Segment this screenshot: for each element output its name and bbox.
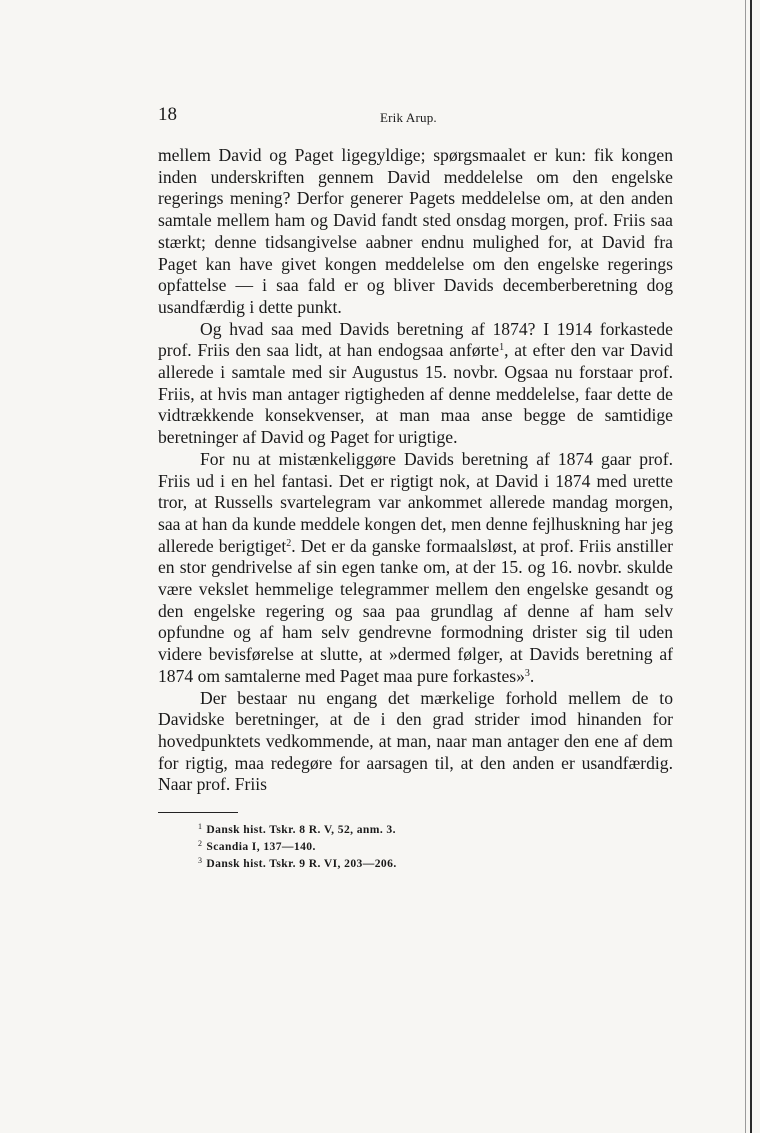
- paragraph-4: [158, 688, 673, 797]
- paragraph-3: [158, 449, 673, 688]
- paragraph-text: , at efter den var David allerede i samtale med sir Augustus 15. novbr. Ogsaa nu forstaar prof. Friis, at hvis man antager rigtigheden af denne meddelelse, faar dette de vidtrækkende konsekvenser, at man maa anse begge de samtidige beretninger af David og Paget for urigtige.: [158, 340, 673, 448]
- scan-edge: [750, 0, 752, 1133]
- footnote-mark: 1: [198, 822, 203, 832]
- paragraph-text: For nu at mistænkeliggøre Davids beretning af 1874 gaar prof. Friis ud i en hel fantasi. Det er rigtigt nok, at David i 1874 med urette tror, at Russells svartelegram var ankommet allerede mandag morgen, saa at han da kunde meddele kongen det, men denne fejlhuskning har jeg allerede berigtiget: [158, 448, 673, 556]
- paragraph-1: [158, 145, 673, 319]
- running-head: Erik Arup.: [380, 110, 437, 125]
- footnote-divider: [158, 812, 238, 813]
- scan-edge-inner: [745, 0, 746, 1133]
- paragraph-2: [158, 319, 673, 449]
- footnote-text: Dansk hist. Tskr. 9 R. VI, 203—206.: [206, 857, 397, 871]
- footnote-mark: 2: [198, 839, 203, 849]
- footnote-ref-2: 2: [286, 537, 292, 549]
- footnote-1: [198, 821, 673, 838]
- paragraph-text: Der bestaar nu engang det mærkelige forhold mellem de to Davidske beretninger, at de i den grad strider imod hinanden for hovedpunktets vedkommende, at man, naar man antager den ene af dem for rigtig, maa redegøre for aarsagen til, at den anden er usandfærdig. Naar prof. Friis: [158, 687, 673, 795]
- body-text: [158, 145, 673, 796]
- page-number: 18: [158, 104, 177, 125]
- footnote-ref-3: 3: [524, 667, 530, 679]
- footnote-mark: 3: [198, 856, 203, 866]
- paragraph-text: mellem David og Paget ligegyldige; spørgsmaalet er kun: fik kongen inden underskriften gennem David meddelelse om den engelske regerings mening? Derfor generer Pagets meddelelse om, at den anden samtale mellem ham og David fandt sted onsdag morgen, prof. Friis saa stærkt; denne tidsangivelse aabner endnu mulighed for, at David fra Paget kan have givet kongen meddelelse om den engelske regerings opfattelse — i saa fald er og bliver Davids decemberberetning dog usandfærdig i dette punkt.: [158, 145, 673, 317]
- footnote-text: Scandia I, 137—140.: [206, 840, 316, 854]
- paragraph-text: .: [529, 665, 535, 686]
- footnotes: [158, 821, 673, 872]
- footnote-2: [198, 838, 673, 855]
- book-page: [158, 104, 673, 872]
- paragraph-text: Og hvad saa med Davids beretning af 1874? I 1914 forkastede prof. Friis den saa lidt, at han endogsaa anførte: [158, 318, 673, 361]
- footnote-text: Dansk hist. Tskr. 8 R. V, 52, anm. 3.: [206, 823, 396, 837]
- footnote-ref-1: 1: [499, 342, 505, 354]
- paragraph-text: . Det er da ganske formaalsløst, at prof. Friis anstiller en stor gendrivelse af sin egen tanke om, at der 15. og 16. novbr. skulde være vekslet hemmelige telegrammer mellem den engelske gesandt og den engelske regering og saa paa grundlag af denne af ham selv opfundne og af ham selv gendrevne formodning drister sig til uden videre bevisførelse at slutte, at »dermed følger, at Davids beretning af 1874 om samtalerne med Paget maa pure forkastes»: [158, 535, 673, 686]
- footnote-3: [198, 855, 673, 872]
- page-header: [158, 104, 673, 130]
